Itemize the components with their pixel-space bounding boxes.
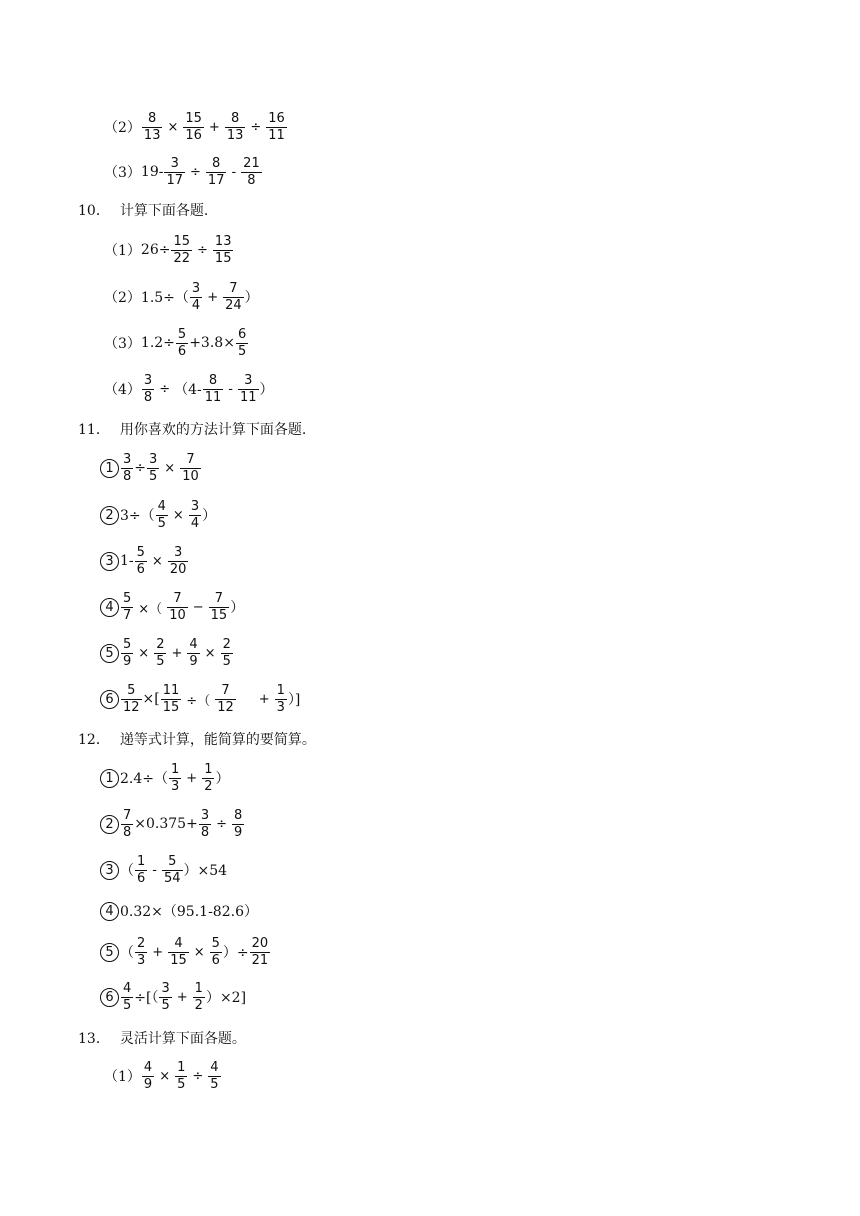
question-title: 灵活计算下面各题。 — [119, 1031, 246, 1047]
operator: × — [204, 645, 216, 661]
denominator: 8 — [123, 824, 132, 840]
expression-text: 1.2÷ — [140, 335, 175, 351]
question-heading — [78, 727, 316, 751]
expression-text: 1.5÷（ — [140, 290, 189, 306]
expression-text: 19- — [140, 164, 164, 180]
expression-text: 3÷（ — [120, 508, 155, 524]
fraction — [135, 546, 147, 577]
circled-number: 2 — [100, 815, 119, 834]
item-label: （3） — [104, 165, 141, 181]
denominator: 5 — [161, 997, 170, 1013]
circled-number: 6 — [100, 988, 119, 1007]
expression-text: ）÷ — [222, 945, 249, 961]
numerator: 4 — [189, 636, 198, 652]
expression-row — [104, 107, 288, 147]
expression-text: ）×2] — [205, 990, 247, 1006]
numerator: 5 — [211, 935, 220, 951]
operator: + — [208, 119, 220, 135]
operator: + — [186, 770, 198, 786]
denominator: 5 — [237, 343, 247, 359]
fraction — [275, 684, 287, 715]
fraction — [156, 500, 168, 531]
numerator: 5 — [127, 682, 136, 698]
numerator: 3 — [200, 807, 210, 823]
expression-text: +3.8× — [189, 335, 235, 351]
circled-number: 1 — [100, 459, 119, 478]
fraction — [168, 546, 189, 577]
numerator: 21 — [243, 155, 260, 171]
expression-row — [104, 277, 259, 317]
denominator: 5 — [210, 1076, 219, 1092]
numerator: 5 — [177, 326, 187, 342]
expression-text: 2.4÷（ — [120, 771, 168, 787]
operator: × — [167, 119, 179, 135]
expression-row — [104, 230, 234, 270]
operator: × — [164, 460, 176, 476]
numerator: 16 — [268, 110, 285, 126]
numerator: 4 — [143, 1059, 153, 1075]
denominator: 16 — [185, 127, 202, 143]
fraction — [121, 638, 133, 669]
fraction — [121, 453, 133, 484]
numerator: 4 — [123, 980, 132, 996]
expression-text: （ — [120, 945, 134, 961]
fraction — [175, 1061, 187, 1092]
operator: + — [171, 645, 183, 661]
fraction — [121, 982, 133, 1013]
expression-text: ）] — [287, 692, 301, 708]
circled-number: 5 — [100, 943, 119, 962]
denominator: 6 — [177, 343, 187, 359]
denominator: 20 — [169, 561, 187, 577]
fraction — [121, 809, 133, 840]
fraction — [209, 592, 230, 623]
expression-row — [100, 495, 216, 535]
operator: ÷ — [216, 816, 228, 832]
question-title: 用你喜欢的方法计算下面各题. — [119, 422, 307, 438]
denominator: 4 — [190, 515, 200, 531]
fraction — [210, 937, 222, 968]
numerator: 7 — [229, 280, 238, 296]
numerator: 7 — [186, 451, 195, 467]
fraction — [164, 157, 185, 188]
denominator: 21 — [251, 952, 269, 968]
denominator: 22 — [173, 250, 191, 266]
numerator: 8 — [148, 110, 157, 126]
numerator: 5 — [136, 544, 145, 560]
fraction — [162, 855, 183, 886]
denominator: 15 — [210, 607, 228, 623]
denominator: 11 — [204, 389, 222, 405]
numerator: 7 — [221, 682, 230, 698]
numerator: 8 — [230, 110, 240, 126]
fraction — [142, 1061, 154, 1092]
numerator: 11 — [162, 682, 180, 698]
numerator: 1 — [276, 682, 285, 698]
denominator: 2 — [204, 778, 213, 794]
denominator: 15 — [162, 699, 180, 715]
numerator: 7 — [214, 590, 224, 606]
denominator: 8 — [247, 172, 256, 188]
expression-row — [100, 758, 229, 798]
fraction — [161, 684, 182, 715]
fraction — [147, 453, 159, 484]
expression-row — [100, 633, 234, 673]
denominator: 11 — [268, 127, 285, 143]
circled-number: 1 — [100, 769, 119, 788]
fraction — [171, 235, 192, 266]
item-label: （3） — [104, 336, 141, 352]
denominator: 9 — [234, 824, 243, 840]
fraction — [221, 638, 233, 669]
operator: × — [159, 1068, 171, 1084]
denominator: 10 — [169, 607, 186, 623]
expression-text: ） — [259, 382, 274, 398]
denominator: 10 — [182, 468, 199, 484]
fraction — [225, 112, 246, 143]
denominator: 13 — [226, 127, 244, 143]
numerator: 8 — [208, 372, 218, 388]
operator: × — [138, 645, 150, 661]
question-number: 13． — [78, 1031, 110, 1047]
expression-text: ） — [230, 600, 245, 616]
numerator: 6 — [237, 326, 247, 342]
denominator: 13 — [143, 127, 161, 143]
expression-text: （4- — [174, 382, 202, 398]
numerator: 8 — [234, 807, 243, 823]
denominator: 5 — [177, 1076, 186, 1092]
expression-row — [100, 804, 245, 844]
denominator: 2 — [194, 997, 203, 1013]
fraction — [183, 112, 204, 143]
denominator: 15 — [170, 952, 187, 968]
numerator: 4 — [174, 935, 183, 951]
numerator: 7 — [123, 807, 132, 823]
item-label: （1） — [104, 1069, 141, 1085]
numerator: 4 — [210, 1059, 219, 1075]
operator: ÷（ — [186, 693, 211, 709]
question-title: 递等式计算，能简算的要简算。 — [119, 732, 316, 748]
expression-text: ×[ — [142, 691, 160, 707]
numerator: 5 — [123, 590, 132, 606]
numerator: 1 — [204, 761, 213, 777]
item-label: （2） — [104, 290, 141, 306]
operator: ÷ — [159, 381, 171, 397]
item-label: （2） — [104, 120, 141, 136]
numerator: 3 — [190, 498, 200, 514]
fraction — [189, 500, 201, 531]
fraction — [154, 638, 166, 669]
fraction — [199, 809, 211, 840]
operator: − — [192, 599, 204, 615]
operator: ÷ — [197, 242, 208, 258]
expression-text: 1- — [120, 553, 134, 569]
denominator: 7 — [123, 607, 132, 623]
question-heading — [78, 417, 306, 441]
fraction — [190, 282, 202, 313]
denominator: 5 — [123, 997, 132, 1013]
fraction — [121, 592, 133, 623]
expression-row — [104, 1056, 222, 1096]
denominator: 11 — [240, 389, 257, 405]
numerator: 3 — [244, 372, 253, 388]
expression-row — [100, 679, 300, 719]
circled-number: 2 — [100, 506, 119, 525]
question-number: 11． — [78, 422, 110, 438]
operator: - — [231, 164, 237, 180]
expression-row — [100, 587, 244, 627]
expression-text: 26÷ — [140, 242, 171, 258]
operator: × — [193, 944, 205, 960]
question-number: 12． — [78, 732, 110, 748]
expression-row — [100, 448, 202, 488]
expression-text: ） — [244, 290, 259, 306]
fraction — [135, 855, 147, 886]
expression-text: ）×54 — [183, 863, 228, 879]
numerator: 3 — [143, 372, 153, 388]
numerator: 15 — [173, 233, 191, 249]
fraction — [135, 937, 147, 968]
numerator: 7 — [173, 590, 182, 606]
numerator: 3 — [191, 280, 201, 296]
item-label: （1） — [104, 243, 141, 259]
expression-text: ÷ — [134, 460, 147, 476]
operator: ÷ — [250, 119, 262, 135]
fraction — [142, 374, 154, 405]
denominator: 8 — [123, 468, 132, 484]
numerator: 5 — [123, 636, 132, 652]
operator: ×（ — [138, 601, 163, 617]
denominator: 9 — [123, 653, 132, 669]
numerator: 2 — [156, 636, 165, 652]
operator: ÷ — [192, 1068, 204, 1084]
circled-number: 6 — [100, 690, 119, 709]
expression-text: ） — [202, 508, 217, 524]
denominator: 5 — [149, 468, 158, 484]
numerator: 3 — [170, 155, 179, 171]
fraction — [223, 282, 244, 313]
numerator: 3 — [149, 451, 158, 467]
numerator: 5 — [168, 853, 177, 869]
denominator: 5 — [156, 653, 165, 669]
fraction — [236, 328, 248, 359]
fraction — [238, 374, 259, 405]
operator: × — [172, 507, 184, 523]
expression-row — [100, 850, 227, 890]
circled-number: 3 — [100, 552, 119, 571]
denominator: 17 — [166, 172, 184, 188]
fraction — [232, 809, 244, 840]
denominator: 12 — [217, 699, 234, 715]
fraction — [193, 982, 205, 1013]
denominator: 5 — [157, 515, 166, 531]
denominator: 12 — [123, 699, 140, 715]
numerator: 3 — [173, 544, 183, 560]
fraction — [203, 374, 224, 405]
fraction — [121, 684, 142, 715]
fraction — [241, 157, 262, 188]
expression-text: ） — [215, 771, 230, 787]
operator: + — [207, 289, 219, 305]
denominator: 17 — [207, 172, 225, 188]
numerator: 15 — [185, 110, 202, 126]
fraction — [167, 592, 188, 623]
fraction — [176, 328, 188, 359]
numerator: 1 — [194, 980, 203, 996]
denominator: 6 — [137, 870, 146, 886]
operator: + — [152, 944, 164, 960]
denominator: 3 — [171, 778, 180, 794]
operator: × — [151, 553, 163, 569]
fraction — [168, 937, 189, 968]
expression-row — [100, 541, 189, 581]
fraction — [202, 763, 214, 794]
operator: - — [228, 381, 233, 397]
denominator: 3 — [276, 699, 285, 715]
circled-number: 3 — [100, 861, 119, 880]
operator: - — [152, 862, 157, 878]
numerator: 1 — [137, 853, 146, 869]
expression-text: ÷[（ — [134, 990, 159, 1006]
item-label: （4） — [104, 382, 141, 398]
question-number: 10． — [78, 203, 110, 219]
fraction — [266, 112, 287, 143]
denominator: 3 — [137, 952, 146, 968]
denominator: 8 — [143, 389, 153, 405]
numerator: 20 — [251, 935, 269, 951]
expression-text: （ — [120, 863, 134, 879]
numerator: 2 — [222, 636, 231, 652]
operator: + — [176, 989, 188, 1005]
fraction — [250, 937, 271, 968]
numerator: 4 — [157, 498, 166, 514]
expression-row — [104, 369, 274, 409]
numerator: 1 — [171, 761, 180, 777]
fraction — [215, 684, 236, 715]
circled-number: 4 — [100, 902, 119, 921]
denominator: 9 — [189, 653, 198, 669]
numerator: 8 — [212, 155, 221, 171]
denominator: 15 — [214, 250, 232, 266]
numerator: 3 — [123, 451, 132, 467]
denominator: 9 — [143, 1076, 153, 1092]
fraction — [169, 763, 181, 794]
operator: ÷ — [190, 164, 201, 180]
denominator: 6 — [136, 561, 145, 577]
expression-row — [100, 932, 271, 972]
question-heading — [78, 1026, 246, 1050]
denominator: 6 — [211, 952, 220, 968]
fraction — [206, 157, 227, 188]
fraction — [180, 453, 201, 484]
denominator: 4 — [191, 297, 201, 313]
denominator: 54 — [163, 870, 181, 886]
circled-number: 4 — [100, 598, 119, 617]
expression-row — [100, 891, 258, 931]
expression-row — [104, 323, 249, 363]
question-title: 计算下面各题. — [119, 203, 209, 219]
denominator: 5 — [222, 653, 231, 669]
expression-row — [100, 977, 246, 1017]
fraction — [142, 112, 163, 143]
numerator: 2 — [137, 935, 146, 951]
denominator: 24 — [225, 297, 242, 313]
fraction — [159, 982, 171, 1013]
numerator: 13 — [214, 233, 232, 249]
expression-text: 0.32×（95.1-82.6） — [120, 904, 258, 920]
circled-number: 5 — [100, 644, 119, 663]
numerator: 3 — [161, 980, 170, 996]
denominator: 8 — [200, 824, 210, 840]
fraction — [213, 235, 234, 266]
expression-row — [104, 152, 263, 192]
numerator: 1 — [177, 1059, 186, 1075]
operator: + — [258, 691, 270, 707]
fraction — [208, 1061, 220, 1092]
fraction — [187, 638, 199, 669]
expression-text: ×0.375+ — [134, 816, 198, 832]
question-heading — [78, 198, 208, 222]
